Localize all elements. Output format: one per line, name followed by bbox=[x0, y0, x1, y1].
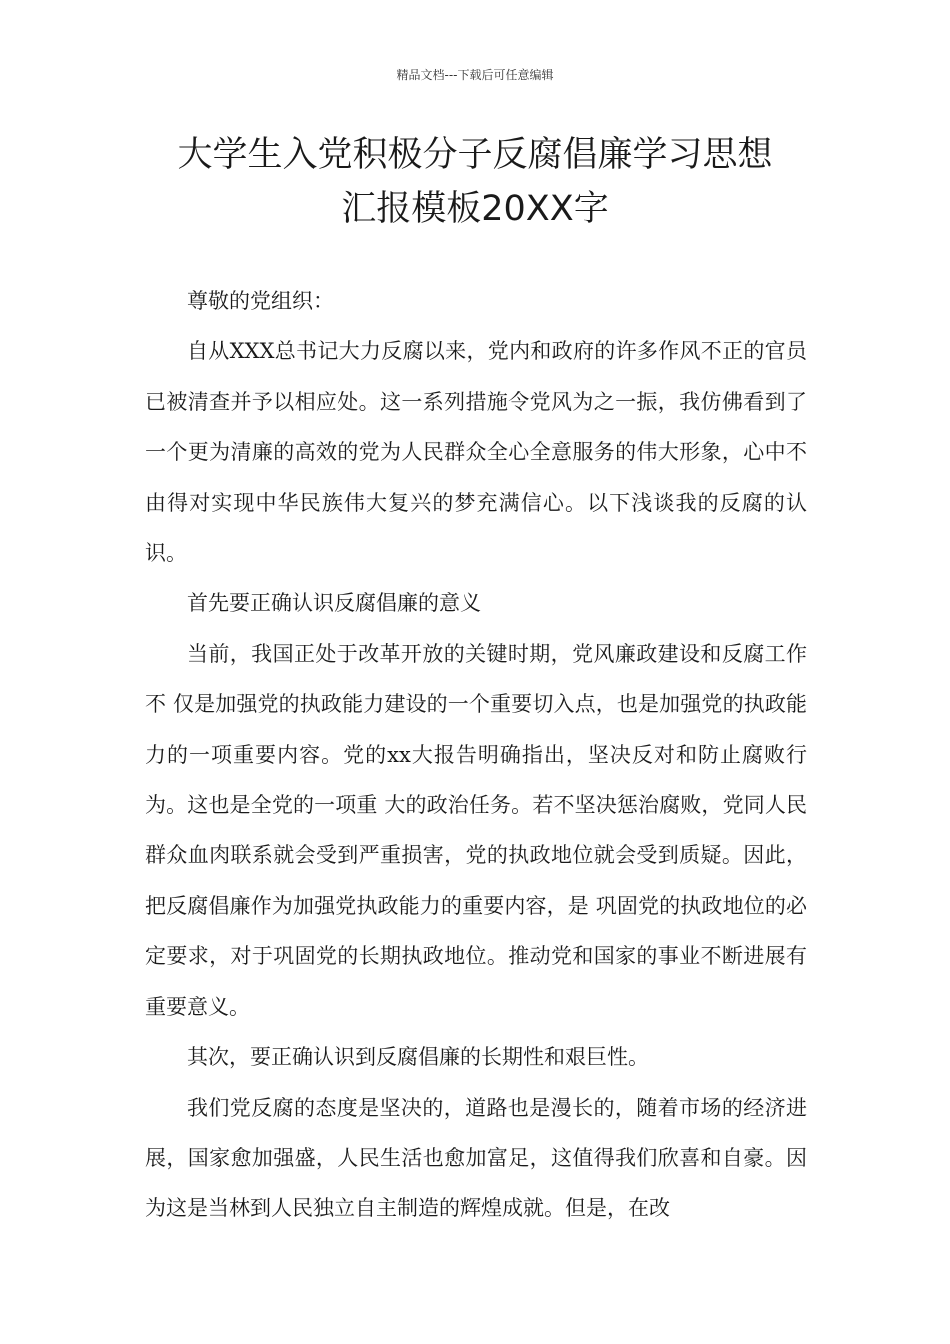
page-title bbox=[100, 128, 850, 236]
salutation: 尊敬的党组织： bbox=[187, 289, 334, 313]
paragraph: 我们党反腐的态度是坚决的，道路也是漫长的，随着市场的经济进展，国家愈加强盛，人民生活也愈加富足，这值得我们欣喜和自豪。因为这是当林到人民独立自主制造的辉煌成就。但是，在改 bbox=[145, 1095, 807, 1221]
paragraph: 当前，我国正处于改革开放的关键时期，党风廉政建设和反腐工作不 仅是加强党的执政能力建设的一个重要切入点，也是加强党的执政能力的一项重要内容。党的xx大报告明确指出，坚决反对和防止腐败行为。这也是全党的一项重 大的政治任务。若不坚决惩治腐败，党同人民群众血肉联系就会受到严重损害，党的执政地位就会受到质疑。因此，把反腐倡廉作为加强党执政能力的重要内容，是 巩固党的执政地位的必定要求，对于巩固党的长期执政地位。推动党和国家的事业不断进展有重要意义。 bbox=[145, 641, 807, 1019]
section-heading: 首先要正确认识反腐倡廉的意义 bbox=[187, 591, 481, 616]
header-note: 精品文档---下载后可任意编辑 bbox=[396, 68, 554, 82]
title-line-2: 汇报模板20XX字 bbox=[341, 189, 609, 229]
section-heading: 其次，要正确认识到反腐倡廉的长期性和艰巨性。 bbox=[187, 1045, 649, 1070]
body-text bbox=[145, 276, 807, 1234]
title-line-1: 大学生入党积极分子反腐倡廉学习思想 bbox=[177, 135, 773, 175]
paragraph: 自从XXX总书记大力反腐以来，党内和政府的许多作风不正的官员已被清查并予以相应处。这一系列措施令党风为之一振，我仿佛看到了一个更为清廉的高效的党为人民群众全心全意服务的伟大形象，心中不由得对实现中华民族伟大复兴的梦充满信心。以下浅谈我的反腐的认识。 bbox=[145, 339, 807, 566]
